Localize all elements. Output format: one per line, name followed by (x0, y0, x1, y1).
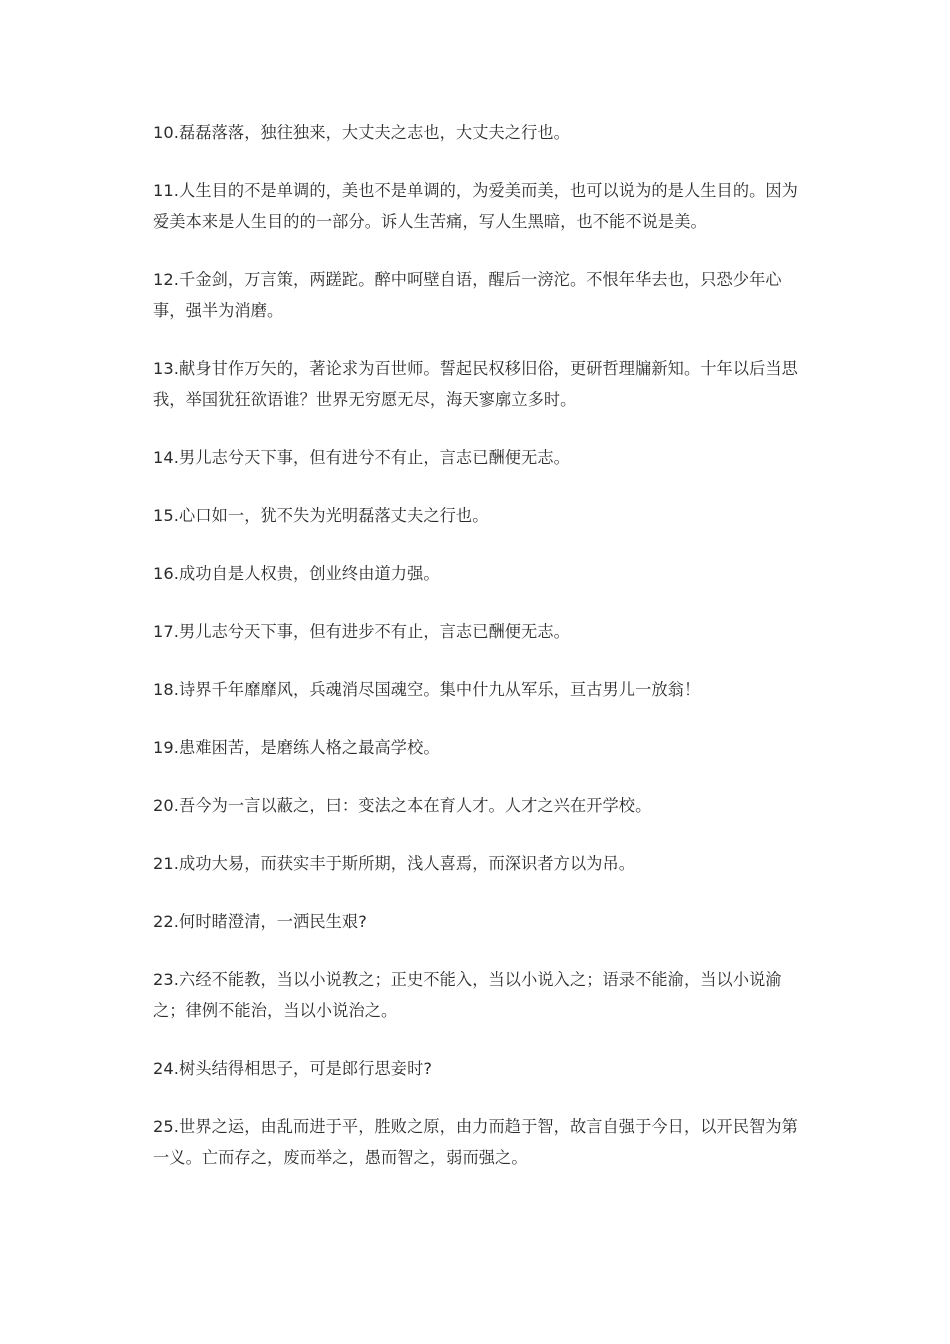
quote-19: 19.患难困苦，是磨练人格之最高学校。 (153, 738, 440, 757)
document-body (153, 117, 803, 1200)
quote-13: 13.献身甘作万矢的，著论求为百世师。誓起民权移旧俗，更研哲理牖新知。十年以后当思我，举国犹狂欲语谁？世界无穷愿无尽，海天寥廓立多时。 (153, 359, 798, 409)
quote-10: 10.磊磊落落，独往独来，大丈夫之志也，大丈夫之行也。 (153, 123, 570, 142)
quote-14: 14.男儿志兮天下事，但有进兮不有止，言志已酬便无志。 (153, 448, 570, 467)
quote-18: 18.诗界千年靡靡风，兵魂消尽国魂空。集中什九从军乐，亘古男儿一放翁！ (153, 680, 701, 699)
quote-12: 12.千金剑，万言策，两蹉跎。醉中呵壁自语，醒后一滂沱。不恨年华去也，只恐少年心事，强半为消磨。 (153, 270, 782, 320)
quote-20: 20.吾今为一言以蔽之，曰：变法之本在育人才。人才之兴在开学校。 (153, 796, 652, 815)
quote-24: 24.树头结得相思子，可是郎行思妾时? (153, 1059, 433, 1078)
quote-11: 11.人生目的不是单调的，美也不是单调的，为爱美而美，也可以说为的是人生目的。因为爱美本来是人生目的的一部分。诉人生苦痛，写人生黑暗，也不能不说是美。 (153, 181, 798, 231)
quote-23: 23.六经不能教，当以小说教之；正史不能入，当以小说入之；语录不能渝，当以小说渝之；律例不能治，当以小说治之。 (153, 970, 782, 1020)
quote-17: 17.男儿志兮天下事，但有进步不有止，言志已酬便无志。 (153, 622, 570, 641)
quote-25: 25.世界之运，由乱而进于平，胜败之原，由力而趋于智，故言自强于今日，以开民智为第一义。亡而存之，废而举之，愚而智之，弱而强之。 (153, 1117, 798, 1167)
quote-16: 16.成功自是人权贵，创业终由道力强。 (153, 564, 440, 583)
quote-21: 21.成功大易，而获实丰于斯所期，浅人喜焉，而深识者方以为吊。 (153, 854, 636, 873)
quote-22: 22.何时睹澄清，一洒民生艰? (153, 912, 367, 931)
quote-15: 15.心口如一，犹不失为光明磊落丈夫之行也。 (153, 506, 489, 525)
